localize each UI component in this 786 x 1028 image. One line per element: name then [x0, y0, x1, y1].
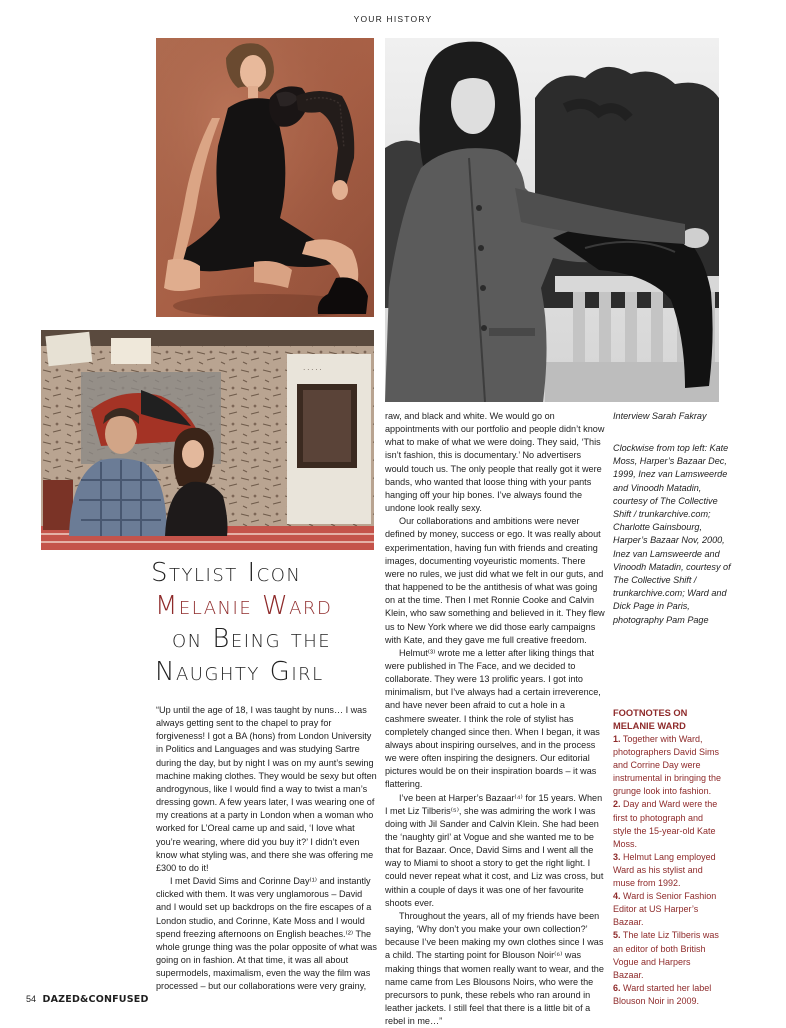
paragraph: raw, and black and white. We would go on appointments with our portfolio and people didn’t know what to make of what we were doing. They said, ‘This isn’t fashion, this is documentary.’ No advertisers would touch us. The only people that really got it were bands, who wanted that loose thing with your pants hanging off your hip bones. I’ve always found the undone look really sexy. [385, 411, 605, 514]
footnote-item: 2. Day and Ward were the first to photograph and style the 15-year-old Kate Moss. [613, 799, 718, 849]
footnotes-list [613, 733, 723, 1008]
photo-kate-moss-image [156, 38, 374, 317]
magazine-logo: DAZED&CONFUSED [42, 994, 149, 1005]
page-number: 54 [26, 994, 37, 1004]
section-label: YOUR HISTORY [353, 14, 433, 24]
photo-charlotte-gainsbourg [385, 38, 719, 402]
footnote-item: 1. Together with Ward, photographers David Sims and Corrine Day were instrumental in bringing the grunge look into fashion. [613, 734, 722, 797]
photo-charlotte-gainsbourg-image [385, 38, 719, 402]
footnote-item: 6. Ward started her label Blouson Noir in 2009. [613, 982, 712, 1006]
photo-ward-and-dick-page-image [41, 330, 374, 550]
photo-kate-moss [156, 38, 374, 317]
footnote-item: 4. Ward is Senior Fashion Editor at US Harper’s Bazaar. [613, 891, 717, 928]
paragraph: “Up until the age of 18, I was taught by nuns… I was always getting sent to the chapel to pray for forgiveness! I got a BA (hons) from London University in Politics and Languages and was studying Sartre during the day, but by night I was on my aunt’s sewing machine making clothes. They would be sexy but often androgynous, like I would find a way to twist a man’s dressing gown. A few years later, I was wearing one of my creations at a party in London when a woman who worked for L’Oreal came up and said, ‘I love what you’re wearing, where did you buy it?’ I didn’t even know what styling was, and there she was offering me £300 to do it! [156, 705, 377, 873]
paragraph: Our collaborations and ambitions were never defined by money, success or ego. It was really about experimentation, having fun with friends and creating images, documenting voyeuristic moments. There were no rules, we just did what we felt in our guts, and that happened to be the antithesis of what was going on at the time. Then I met Ronnie Cooke and Calvin Klein, who saw something and believed in it. They flew us to New York where we did those early campaigns with Kate, and they gave me full creative freedom. [385, 516, 605, 645]
page-footer [26, 994, 149, 1005]
title-line-2: Melanie Ward [155, 591, 333, 621]
footnote-item: 5. The late Liz Tilberis was an editor of both British Vogue and Harpers Bazaar. [613, 930, 719, 980]
article-column-1 [156, 704, 377, 993]
svg-text:· · · · ·: · · · · · [303, 366, 322, 374]
footnotes-heading: FOOTNOTES ON MELANIE WARD [613, 708, 688, 731]
photo-credits: Clockwise from top left: Kate Moss, Harper’s Bazaar Dec, 1999, Inez van Lamsweerde and Vinoodh Matadin, courtesy of The Collective Shift / trunkarchive.com; Charlotte Gainsbourg, Harper’s Bazaar Nov, 2000, Inez van Lamsweerde and Vinoodh Matadin, courtesy of The Collective Shift / trunkarchive.com; Ward and Dick Page in Paris, photography Pam Page [613, 443, 731, 625]
paragraph: Throughout the years, all of my friends have been saying, ‘Why don’t you make your own collection?’ because I’ve been making my own clothes since I was a child. The starting point for Blouson Noir⁽⁶⁾ was making things that women really want to wear, and the name came from Les Blousons Noirs, who were the precursors to punk, these rebels who ran around in leather jackets. I still feel that there is a little bit of a rebel in me…” [385, 910, 604, 1027]
title-line-4: Naughty Girl [155, 657, 324, 687]
paragraph: Helmut⁽³⁾ wrote me a letter after liking things that were published in The Face, and we decided to collaborate. They were 13 prolific years. I got into minimalism, but I’ve always had a certain irreverence, and have never been afraid to cut a hole in a cashmere sweater. I think the role of stylist has completely changed since then. When I began, it was always about inspiring ourselves, and in the process we were often inspiring the designers. Our editorial pictures would be on their inspiration boards – it was flattering. [385, 647, 601, 790]
paragraph: I met David Sims and Corinne Day⁽¹⁾ and instantly clicked with them. It was very unglamorous – David and I would set up backdrops on the fire escapes of a London studio, and Corinne, Kate Moss and I would spend freezing afternoons on English beaches.⁽²⁾ The whole grunge thing was the polar opposite of what was going on in fashion. At that time, it was all about supermodels, maximalism, even the way the film was processed – but our collaborations were very grainy, [156, 876, 377, 992]
title-line-3: on Being the [172, 624, 332, 654]
photo-ward-and-dick-page [41, 330, 374, 550]
title-line-1: Stylist Icon [151, 558, 302, 588]
interview-credit: Interview Sarah Fakray [613, 411, 707, 421]
article-column-2 [385, 410, 605, 1028]
footnote-item: 3. Helmut Lang employed Ward as his stylist and muse from 1992. [613, 851, 716, 889]
paragraph: I’ve been at Harper’s Bazaar⁽⁴⁾ for 15 years. When I met Liz Tilberis⁽⁵⁾, she was admiring the work I was doing with Jil Sander and Calvin Klein. She had been the ‘naughty girl’ at Vogue and she wanted me to be that for Bazaar. Once, David Sims and I went all the way to Miami to shoot a story to get the right light. I could never repeat what it cost, and Liz was cross, but within a couple of days it was one of her favourite shoots ever. [385, 792, 604, 908]
